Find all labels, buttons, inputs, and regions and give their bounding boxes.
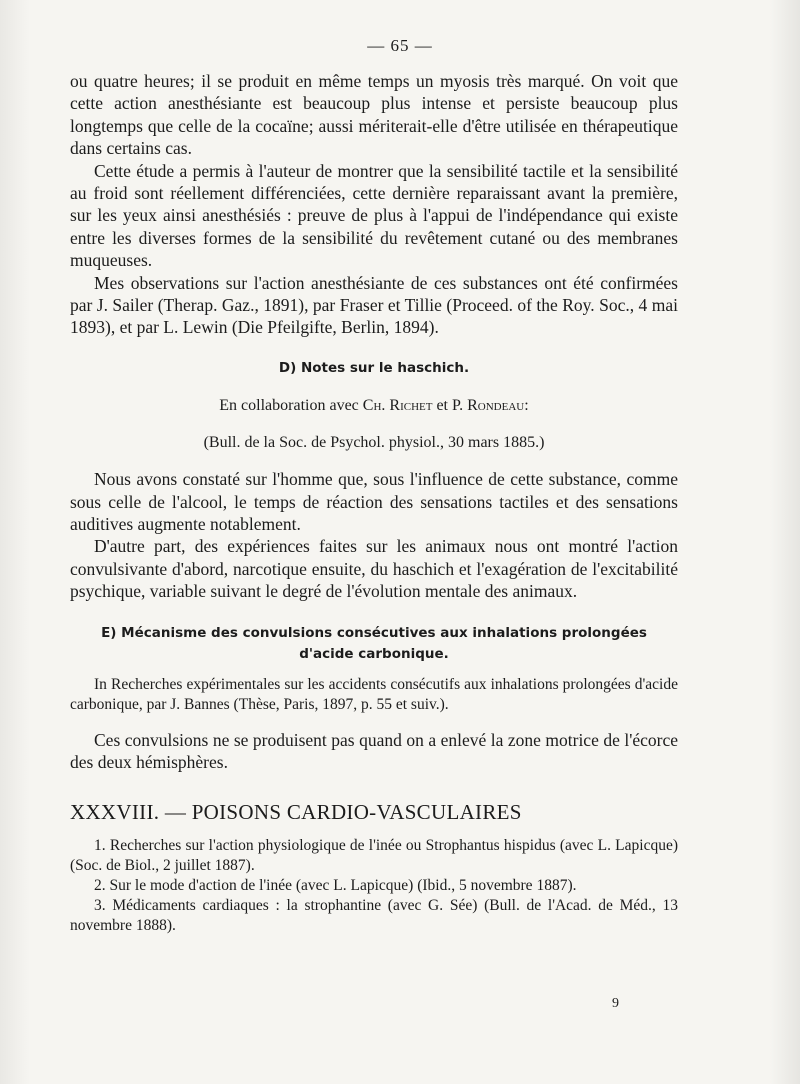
signature-folio: 9	[612, 996, 619, 1011]
list-item: 1. Recherches sur l'action physiologique de l'inée ou Strophantus hispidus (avec L. Lapicque) (Soc. de Biol., 2 juillet 1887).	[70, 836, 678, 874]
collab-mid: et	[432, 397, 452, 415]
paragraph-sensibility: Cette étude a permis à l'auteur de montrer que la sensibilité tactile et la sensibilité au froid sont réellement différenciées, cette dernière reparaissant avant la première, sur les yeux ainsi anesthésiés : preuve de plus à l'appui de l'indépendance qui existe entre les diverses formes de la sensibilité du revêtement cutané ou des membranes muqueuses.	[70, 160, 678, 271]
page-number: — 65 —	[367, 36, 433, 55]
section-e-heading-line-1: E) Mécanisme des convulsions consécutives aux inhalations prolongées	[101, 624, 647, 641]
list-item: 2. Sur le mode d'action de l'inée (avec L. Lapicque) (Ibid., 5 novembre 1887).	[94, 876, 577, 894]
section-d-heading: D) Notes sur le haschich.	[278, 359, 470, 376]
section-e-reference: In Recherches expérimentales sur les accidents consécutifs aux inhalations prolongées d'acide carbonique, par J. Bannes (Thèse, Paris, 1897, p. 55 et suiv.).	[70, 675, 678, 713]
chapter-item-list	[70, 836, 678, 936]
section-d-source: (Bull. de la Soc. de Psychol. physiol., 30 mars 1885.)	[203, 433, 545, 451]
paragraph-confirmations: Mes observations sur l'action anesthésiante de ces substances ont été confirmées par J. Sailer (Therap. Gaz., 1891), par Fraser et Tillie (Proceed. of the Roy. Soc., 4 mai 1893), et par L. Lewin (Die Pfeilgifte, Berlin, 1894).	[70, 272, 678, 338]
paragraph-continuation: ou quatre heures; il se produit en même temps un myosis très marqué. On voit que cette action anesthésiante est beaucoup plus intense et persiste beaucoup plus longtemps que celle de la cocaïne; aussi mériterait-elle d'être utilisée en thérapeutique dans certains cas.	[70, 71, 678, 159]
list-item: 3. Médicaments cardiaques : la strophantine (avec G. Sée) (Bull. de l'Acad. de Méd., 13 novembre 1888).	[70, 896, 678, 934]
section-d-paragraph-1: Nous avons constaté sur l'homme que, sous l'influence de cette substance, comme sous celle de l'alcool, le temps de réaction des sensations tactiles et des sensations auditives augmente notablement.	[70, 469, 678, 534]
collab-prefix: En collaboration avec	[219, 397, 363, 415]
section-d-collaboration	[70, 395, 678, 417]
page-body	[70, 70, 678, 936]
collab-suffix: :	[524, 397, 529, 415]
chapter-title: XXXVIII. — POISONS CARDIO-VASCULAIRES	[70, 800, 522, 825]
collab-name-richet: Ch. Richet	[362, 397, 433, 415]
section-e-paragraph: Ces convulsions ne se produisent pas quand on a enlevé la zone motrice de l'écorce des deux hémisphères.	[70, 729, 678, 772]
section-e-heading-line-2: d'acide carbonique.	[299, 645, 449, 662]
section-d-paragraph-2: D'autre part, des expériences faites sur les animaux nous ont montré l'action convulsivante d'abord, narcotique ensuite, du haschich et l'exagération de l'excitabilité psychique, variable suivant le degré de l'évolution mentale des animaux.	[70, 536, 678, 602]
collab-name-rondeau: P. Rondeau	[452, 397, 525, 415]
